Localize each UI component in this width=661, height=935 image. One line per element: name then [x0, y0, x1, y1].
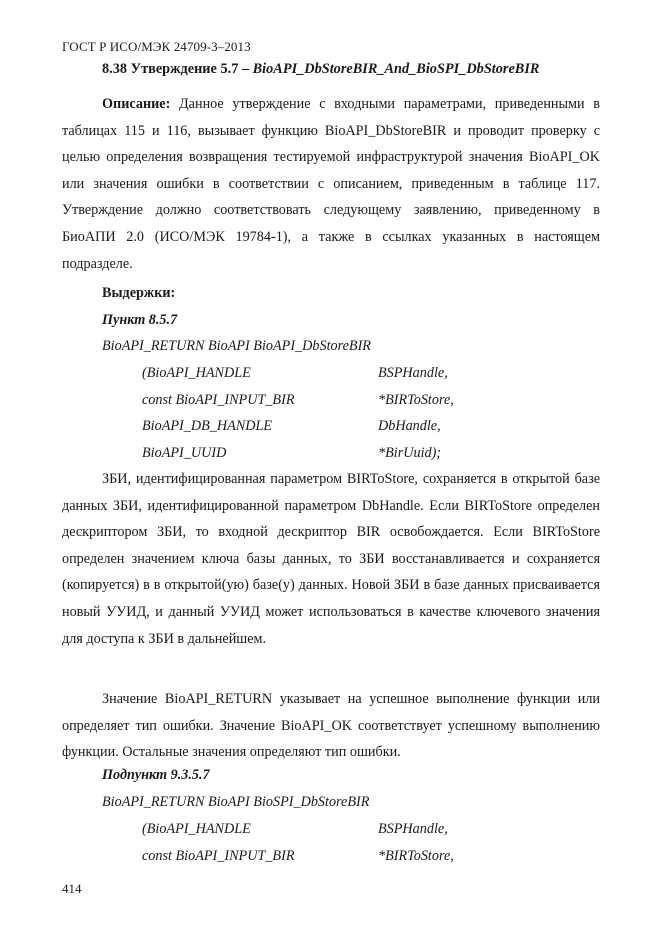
param-name: BSPHandle, — [378, 365, 448, 381]
param-type: (BioAPI_HANDLE — [142, 365, 251, 381]
clause2-signature: BioAPI_RETURN BioAPI BioSPI_DbStoreBIR — [102, 794, 370, 810]
page-number: 414 — [62, 881, 82, 896]
body-paragraph-2-text: ЗБИ, идентифицированная параметром BIRToStore, сохраняется в открытой базе данных ЗБИ, идентифицированной параметром DbHandle. Если BIRToStore определен дескриптором ЗБИ, то входной дескриптор BIR освобождается. Если BIRToStore определен значением ключа базы данных, то ЗБИ восстанавливается и сохраняется (копируется) в в открытой(ую) базе(у) данных. Новой ЗБИ в базе данных присваивается новый УУИД, и данный УУИД может использоваться в качестве ключевого значения для доступа к ЗБИ в дальнейшем. — [62, 471, 600, 647]
description-label: Описание: — [102, 96, 171, 112]
excerpts-label: Выдержки: — [102, 285, 176, 301]
param-name: *BIRToStore, — [378, 848, 454, 864]
clause1-label: Пункт 8.5.7 — [102, 312, 178, 328]
param-type: const BioAPI_INPUT_BIR — [142, 392, 295, 408]
section-title: BioAPI_DbStoreBIR_And_BioSPI_DbStoreBIR — [252, 61, 540, 77]
param-name: DbHandle, — [378, 418, 441, 434]
section-heading — [102, 61, 539, 78]
body-paragraph-3 — [62, 686, 600, 766]
section-number: 8.38 Утверждение 5.7 – — [102, 61, 253, 77]
clause2-label: Подпункт 9.3.5.7 — [102, 767, 210, 783]
body-paragraph-2 — [62, 466, 600, 652]
param-name: BSPHandle, — [378, 821, 448, 837]
description-text: Данное утверждение с входными параметрами, приведенными в таблицах 115 и 116, вызывает функцию BioAPI_DbStoreBIR и проводит проверку с целью определения возвращения тестируемой инфраструктурой значения BioAPI_OK или значения ошибки в соответствии с описанием, приведенным в таблице 117. Утверждение должно соответствовать следующему заявлению, приведенному в БиоАПИ 2.0 (ИСО/МЭК 19784-1), а также в ссылках указанных в настоящем подразделе. — [62, 96, 600, 272]
description-paragraph — [62, 91, 600, 277]
param-name: *BIRToStore, — [378, 392, 454, 408]
param-name: *BirUuid); — [378, 445, 442, 461]
param-type: BioAPI_DB_HANDLE — [142, 418, 273, 434]
body-paragraph-3-text: Значение BioAPI_RETURN указывает на успешное выполнение функции или определяет тип ошибки. Значение BioAPI_OK соответствует успешному выполнению функции. Остальные значения определяют тип ошибки. — [62, 691, 600, 761]
param-type: BioAPI_UUID — [142, 445, 227, 461]
document-header: ГОСТ Р ИСО/МЭК 24709-3–2013 — [62, 39, 251, 54]
param-type: const BioAPI_INPUT_BIR — [142, 848, 295, 864]
clause1-signature: BioAPI_RETURN BioAPI BioAPI_DbStoreBIR — [102, 338, 371, 354]
param-type: (BioAPI_HANDLE — [142, 821, 251, 837]
